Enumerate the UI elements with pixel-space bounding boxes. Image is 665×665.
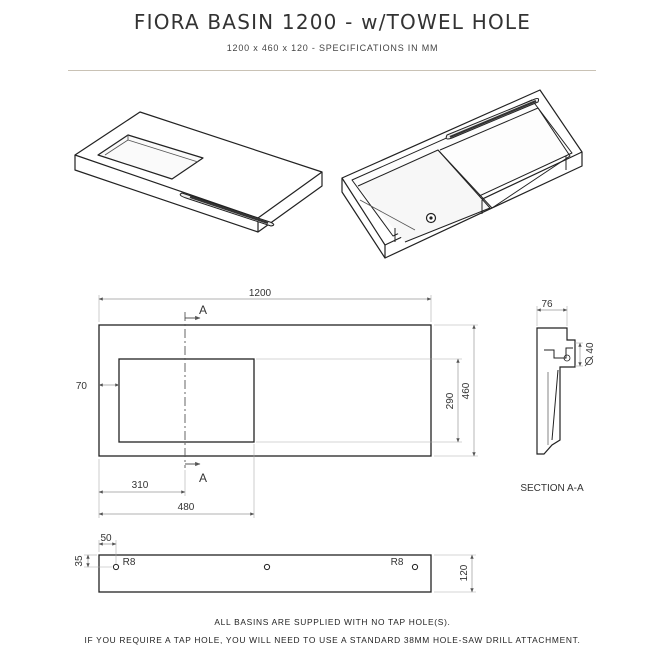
plan-view — [99, 295, 478, 518]
dim-depth: 460 — [461, 382, 472, 400]
dim-front-height: 120 — [459, 564, 470, 582]
section-mark-bottom: A — [198, 471, 208, 485]
dim-front-hole-height: 35 — [74, 555, 85, 567]
dim-bowl-width: 480 — [177, 502, 195, 513]
front-view — [84, 540, 476, 592]
isometric-top-view — [75, 112, 322, 232]
diameter-icon — [585, 356, 593, 366]
section-label: SECTION A-A — [520, 483, 584, 494]
page-subtitle: 1200 x 460 x 120 - SPECIFICATIONS IN MM — [226, 43, 439, 53]
isometric-underside-view — [342, 90, 582, 258]
dim-bowl-left: 310 — [131, 480, 149, 491]
dim-hole-diameter: 40 — [585, 342, 596, 354]
dim-radius-left: R8 — [122, 557, 136, 568]
section-a-a — [537, 306, 583, 454]
dim-radius-right: R8 — [390, 557, 404, 568]
page-title: FIORA BASIN 1200 - w/TOWEL HOLE — [133, 10, 532, 34]
note-no-tap-holes: ALL BASINS ARE SUPPLIED WITH NO TAP HOLE(S). — [214, 617, 451, 627]
section-mark-top: A — [198, 303, 208, 317]
dim-front-offset: 50 — [100, 533, 112, 544]
dim-overall-width: 1200 — [248, 288, 272, 299]
dim-bowl-depth: 290 — [445, 392, 456, 410]
dim-bowl-offset: 70 — [75, 381, 87, 392]
note-tap-hole-instructions: IF YOU REQUIRE A TAP HOLE, YOU WILL NEED TO USE A STANDARD 38MM HOLE-SAW DRILL ATTACHMENT. — [84, 635, 581, 645]
dim-section-width: 76 — [541, 299, 553, 310]
